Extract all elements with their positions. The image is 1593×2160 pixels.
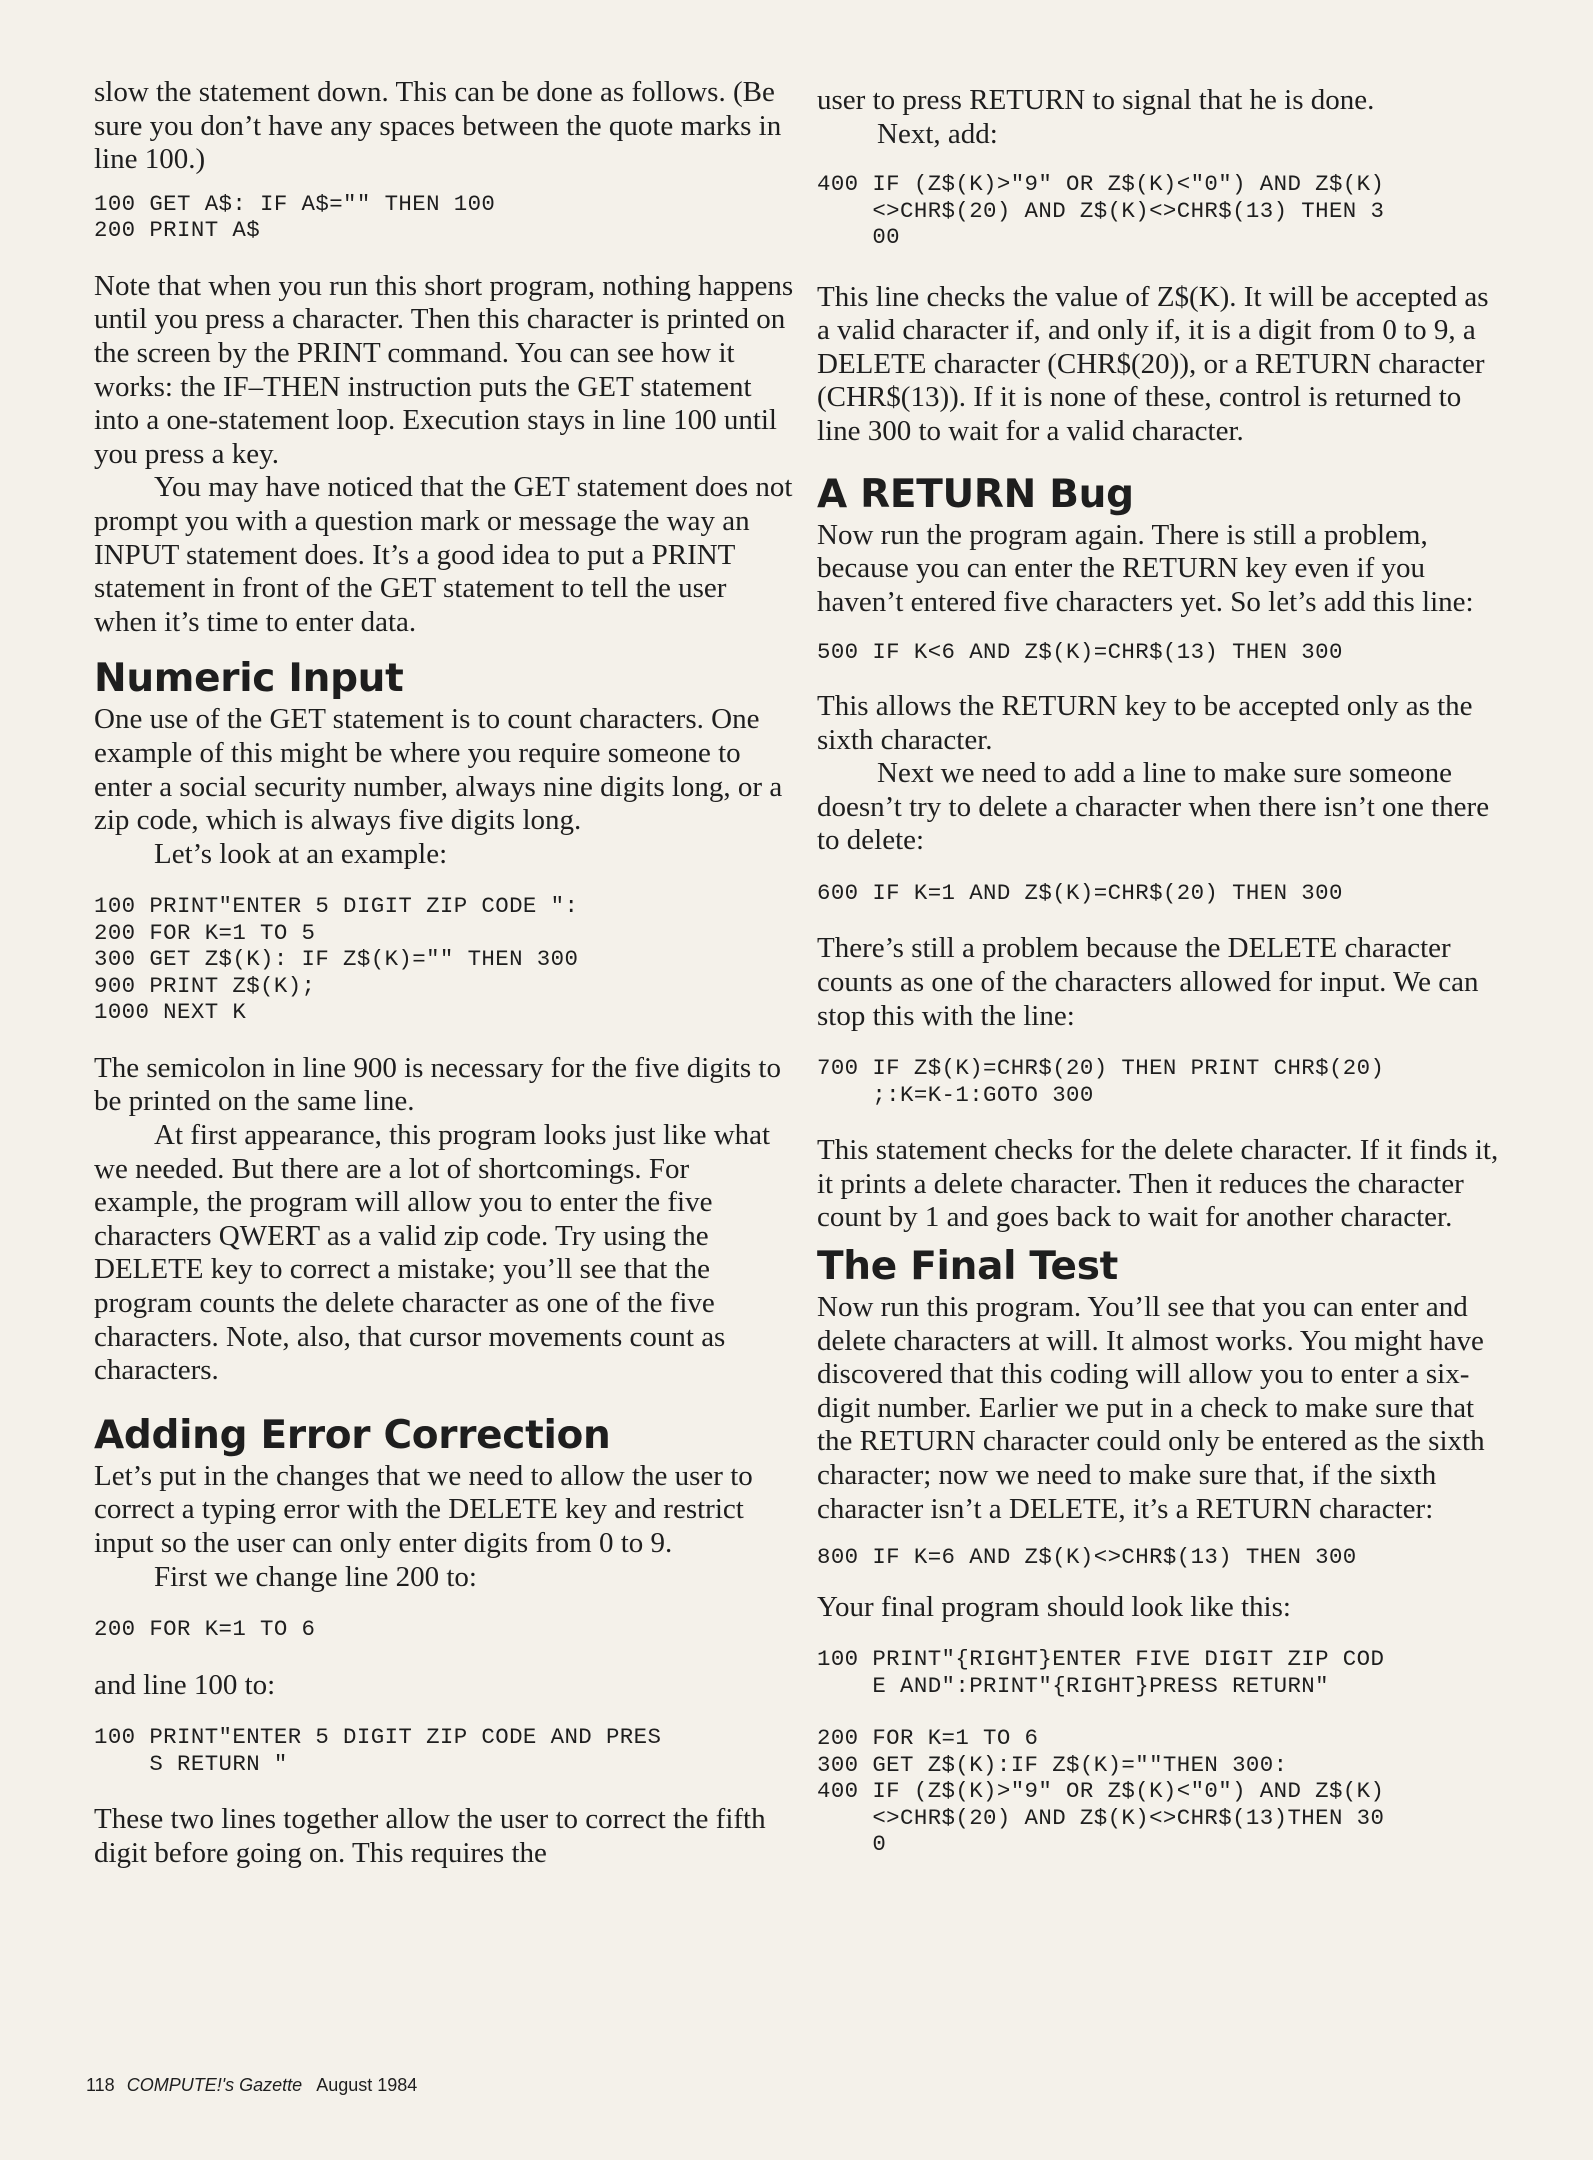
paragraph: This allows the RETURN key to be accepted only as the sixth character. <box>817 689 1473 756</box>
section-heading-numeric-input: Numeric Input <box>94 656 404 702</box>
code-listing: 800 IF K=6 AND Z$(K)<>CHR$(13) THEN 300 <box>817 1544 1357 1571</box>
paragraph: One use of the GET statement is to count characters. One example of this might be where you require someone to enter a social security number, always nine digits long, or a zip code, which is always five digits long. <box>94 703 783 837</box>
magazine-name: COMPUTE!'s Gazette <box>126 2075 303 2095</box>
paragraph: Now run the program again. There is still a problem, because you can enter the RETURN key even if you haven’t entered five characters yet. So let’s add this line: <box>817 518 1474 618</box>
issue-date: August 1984 <box>316 2075 418 2095</box>
paragraph: user to press RETURN to signal that he is done. <box>817 84 1375 116</box>
paragraph: Next, add: <box>877 117 998 150</box>
page-footer <box>86 2075 417 2096</box>
right-column <box>817 84 1507 1858</box>
paragraph: Let’s look at an example: <box>154 837 448 870</box>
code-listing: 500 IF K<6 AND Z$(K)=CHR$(13) THEN 300 <box>817 639 1343 666</box>
paragraph: You may have noticed that the GET statement does not prompt you with a question mark or message the way an INPUT statement does. It’s a good idea to put a PRINT statement in front of the GET statement to tell the user when it’s time to enter data. <box>94 471 793 638</box>
code-listing: 100 PRINT"ENTER 5 DIGIT ZIP CODE AND PRES S RETURN " <box>94 1724 662 1777</box>
section-heading-adding-error-correction: Adding Error Correction <box>94 1412 611 1458</box>
paragraph: Your final program should look like this: <box>817 1590 1291 1623</box>
paragraph: There’s still a problem because the DELETE character counts as one of the characters allowed for input. We can stop this with the line: <box>817 932 1479 1032</box>
paragraph: Now run this program. You’ll see that you can enter and delete characters at will. It almost works. You might have discovered that this coding will allow you to enter a six-digit number. Earlier we put in a check to make sure that the RETURN character could only be entered as the sixth character; now we need to make sure that, if the sixth character isn’t a DELETE, it’s a RETURN character: <box>817 1290 1485 1525</box>
code-listing: 200 FOR K=1 TO 6 300 GET Z$(K):IF Z$(K)=""THEN 300: 400 IF (Z$(K)>"9" OR Z$(K)<"0") AND Z$(K) <>CHR$(20) AND Z$(K)<>CHR$(13)THEN 30 0 <box>817 1725 1385 1858</box>
paragraph: Next we need to add a line to make sure someone doesn’t try to delete a character when there isn’t one there to delete: <box>817 757 1490 857</box>
code-listing: 100 GET A$: IF A$="" THEN 100 200 PRINT A$ <box>94 190 496 244</box>
code-listing: 100 PRINT"ENTER 5 DIGIT ZIP CODE ": 200 FOR K=1 TO 5 300 GET Z$(K): IF Z$(K)="" THEN 300 900 PRINT Z$(K); 1000 NEXT K <box>94 893 579 1026</box>
section-heading-return-bug: A RETURN Bug <box>817 471 1134 517</box>
paragraph: Note that when you run this short program, nothing happens until you press a character. Then this character is printed on the screen by the PRINT command. You can see how it works: the IF–THEN instruction puts the GET statement into a one-statement loop. Execution stays in line 100 until you press a key. <box>94 269 794 470</box>
code-listing: 200 FOR K=1 TO 6 <box>94 1616 316 1643</box>
paragraph: and line 100 to: <box>94 1668 276 1701</box>
paragraph: First we change line 200 to: <box>154 1560 477 1593</box>
code-listing: 400 IF (Z$(K)>"9" OR Z$(K)<"0") AND Z$(K) <>CHR$(20) AND Z$(K)<>CHR$(13) THEN 3 00 <box>817 171 1385 251</box>
code-listing: 700 IF Z$(K)=CHR$(20) THEN PRINT CHR$(20) ;:K=K-1:GOTO 300 <box>817 1055 1385 1108</box>
paragraph: The semicolon in line 900 is necessary for the five digits to be printed on the same line. <box>94 1051 781 1118</box>
code-listing: 600 IF K=1 AND Z$(K)=CHR$(20) THEN 300 <box>817 879 1343 906</box>
paragraph: slow the statement down. This can be done as follows. (Be sure you don’t have any spaces between the quote marks in line 100.) <box>94 76 782 176</box>
section-heading-final-test: The Final Test <box>817 1243 1118 1289</box>
page-number: 118 <box>86 2075 115 2095</box>
paragraph: This statement checks for the delete character. If it finds it, it prints a delete character. Then it reduces the character count by 1 and goes back to wait for another character. <box>817 1134 1499 1234</box>
paragraph: At first appearance, this program looks just like what we needed. But there are a lot of shortcomings. For example, the program will allow you to enter the five characters QWERT as a valid zip code. Try using the DELETE key to correct a mistake; you’ll see that the program counts the delete character as one of the five characters. Note, also, that cursor movements count as characters. <box>94 1118 771 1387</box>
code-listing: 100 PRINT"{RIGHT}ENTER FIVE DIGIT ZIP COD E AND":PRINT"{RIGHT}PRESS RETURN" <box>817 1646 1385 1699</box>
left-column <box>94 76 794 1870</box>
paragraph: These two lines together allow the user to correct the fifth digit before going on. This requires the <box>94 1803 766 1869</box>
paragraph: This line checks the value of Z$(K). It will be accepted as a valid character if, and only if, it is a digit from 0 to 9, a DELETE character (CHR$(20)), or a RETURN character (CHR$(13)). If it is none of these, control is returned to line 300 to wait for a valid character. <box>817 280 1489 448</box>
paragraph: Let’s put in the changes that we need to allow the user to correct a typing error with the DELETE key and restrict input so the user can only enter digits from 0 to 9. <box>94 1459 753 1559</box>
